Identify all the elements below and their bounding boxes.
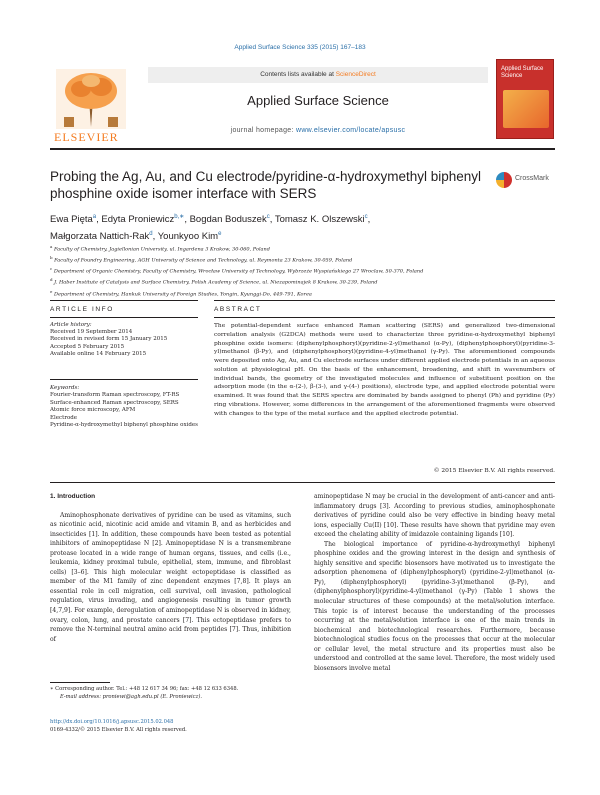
keyword-item: Atomic force microscopy, AFM [50,407,136,414]
author-affiliation-marker[interactable]: d [149,231,153,238]
authors-line-2: Małgorzata Nattich-Rak$^d$, Younkyoo Kim$^e$ [50,231,222,243]
abstract-copyright: © 2015 Elsevier B.V. All rights reserved. [433,468,555,474]
keyword-item: Pyridine-α-hydroxymethyl biphenyl phosphine oxides [50,422,198,429]
info-rule-top [50,300,198,301]
keywords-rule [50,379,198,380]
citation-line[interactable]: Applied Surface Science 335 (2015) 167–183 [234,44,366,51]
history-item: Accepted 5 February 2015 [50,343,125,350]
crossmark-badge[interactable] [496,172,556,188]
keywords [50,385,198,429]
publication-info [50,718,290,734]
contents-prefix: Contents lists available at [260,71,336,78]
authors-line-1: Ewa Pięta$^a$, Edyta Proniewicz$^{b,∗}$, Bogdan Boduszek$^c$, Tomasz K. Olszewski$^c$, [50,214,371,226]
affiliation-item [50,265,555,276]
article-title: Probing the Ag, Au, and Cu electrode/pyridine-α-hydroxymethyl biphenyl phosphine oxide isomer interface with SERS [50,169,482,201]
journal-cover [496,59,554,139]
affiliation-marker: a [50,244,53,249]
affiliation-marker: e [50,288,53,294]
corresponding-author: ∗ Corresponding author. Tel.: +48 12 617 34 96; fax: +48 12 633 6348. [50,686,239,692]
keyword-item: Electrode [50,414,78,421]
homepage-prefix: journal homepage: [230,127,296,134]
contents-bar [148,67,488,83]
author-name[interactable]: Younkyoo Kim [157,231,219,243]
author-name[interactable]: Ewa Pięta [50,214,93,226]
abstract-rule-top [214,300,555,301]
email-address[interactable]: E-mail address: proniewi@agh.edu.pl (E. Proniewicz). [60,693,202,700]
introduction-heading: 1. Introduction [50,493,96,500]
affiliations [50,243,555,299]
affiliation-text: Faculty of Chemistry, Jagiellonian University, ul. Ingardena 3 Krakow, 30-060, Poland [52,246,270,253]
body-paragraph: aminopeptidase N may be crucial in the development of anti-cancer and anti-inflammatory drugs [3]. According to previous studies, aminophosphonate derivatives of pyridine could also be very effective in binding heavy metal ions, especially Cu(II) [10]. These results have shown that pyridine may even exceed the chelating ability of imidazole containing ligands [10]. [314,493,555,539]
author-affiliation-marker[interactable]: c [364,214,368,220]
issn-line: 0169-4332/© 2015 Elsevier B.V. All rights reserved. [50,727,187,733]
affiliation-item [50,276,555,287]
abstract-heading: ABSTRACT [214,306,262,313]
affiliation-item [50,254,555,265]
affiliation-item [50,243,555,254]
footnote-rule [50,682,110,683]
crossmark-label: CrossMark [515,175,549,182]
footnote [50,686,290,701]
homepage-link[interactable]: www.elsevier.com/locate/apsusc [295,127,406,134]
crossmark-icon [496,172,512,188]
history-item: Available online 14 February 2015 [50,350,147,357]
keyword-item: Surface-enhanced Raman spectroscopy, SERS [50,399,179,406]
author-name[interactable]: Bogdan Boduszek [189,214,267,226]
header-rule [50,148,555,150]
publisher-name: ELSEVIER [54,130,119,144]
abstract-text: The potential-dependent surface enhanced Raman scattering (SERS) and generalized two-dimensional correlation analysis (G2DCA) methods were used to characterize three pyridine-α-hydroxymethyl biphenyl phosphine oxide isomers: (diphenylphosphoryl)(pyridine-2-yl)methanol (α-Py), (diphenylphosphoryl)(pyridine-3-yl)methanol (β-Py), and (diphenylphosphoryl)(pyridine-4-yl)methanol (γ-Py). The aforementioned compounds were deposited onto Ag, Au, and Cu electrode surfaces under different applied electrode potentials in an aqueous solution at physiological pH. On the basis of the enhancement, broadening, and shift in wavenumbers of individual bands, the geometry of the investigated molecules and influence of substituent position on the adsorption mode (in the α-(2-), β-(3-), and γ-(4-) positions), electrode type, and applied electrode potential were examined. It was found that the SERS spectra are dominated by bands assigned to phenyl (Ph) and pyridine (Py) ring vibrations. However, some differences in the arrangement of the aforementioned fragments were observed with changes to the type of the metal surface and the applied electrode potential. [214,323,555,417]
affiliation-marker: d [50,277,53,283]
author-name[interactable]: Tomasz K. Olszewski [274,214,365,226]
info-rule-mid [50,317,198,318]
cover-title: Applied Surface Science [501,66,544,79]
body-paragraph: The biological importance of pyridine-α-hydroxymethyl biphenyl phosphine oxides and the growing interest in the design and synthesis of highly sensitive and specific biosensors have motivated us to investigate the adsorption phenomena of (diphenylphosphoryl) (pyridine-2-yl)methanol (α-Py), (diphenylphosphoryl) (pyridine-3-yl)methanol (β-Py), and (diphenylphosphoryl)(pyridine-4-yl)methanol (γ-Py) (Table 1 shows the molecular structures of these compounds) at the metal/solution interface. This topic is of interest because the understanding of the processes occurring at the metal/solution interface is one of the main trends in biochemical and biotechnological researches. Furthermore, because biotechnological studies focus on the processes that occur at the molecular or cellular level, the metal structure and its properties must also be understood and controlled at the same level. Therefore, the most widely used biosensors involve metal [314,540,555,672]
masthead [148,67,488,145]
affiliation-text: Faculty of Foundry Engineering, AGH University of Science and Technology, ul. Reymonta 23 Krakow, 30-059, Poland [52,257,353,264]
affiliation-marker: c [50,266,53,272]
abstract-rule-bottom [50,482,555,483]
affiliation-text: Department of Chemistry, Hankuk University of Foreign Studies, Yongin, Kyunggi-Do, 449-791, Korea [52,291,312,298]
doi-link[interactable]: http://dx.doi.org/10.1016/j.apsusc.2015.02.048 [50,719,174,725]
article-info-heading: ARTICLE INFO [50,306,114,313]
affiliation-item [50,288,555,299]
history-label: Article history: [50,322,92,328]
author-affiliation-marker[interactable]: a [92,214,97,220]
author-name[interactable]: Małgorzata Nattich-Rak [50,231,150,243]
keywords-label: Keywords: [50,385,80,391]
author-affiliation-marker[interactable]: b,∗ [174,214,185,220]
journal-name: Applied Surface Science [247,93,389,108]
elsevier-tree-icon [56,69,126,129]
body-left-column [50,492,291,644]
author-list [50,210,555,244]
affiliation-marker: b [50,255,53,261]
history-item: Received 19 September 2014 [50,329,133,336]
abstract-rule-mid [214,317,555,318]
keyword-item: Fourier-transform Raman spectroscopy, FT-RS [50,392,180,399]
body-right-column [314,492,555,673]
sciencedirect-link[interactable]: ScienceDirect [335,71,376,78]
history-item: Received in revised form 15 January 2015 [50,336,168,343]
journal-header [50,55,555,145]
body-paragraph: Aminophosphonate derivatives of pyridine can be used as vitamins, such as nicotinic acid, nicotinic acid amide and vitamin B, and as herbicides and insecticides [1]. In addition, these compounds have been tested as potential inhibitors of aminopeptidase N [2]. Aminopeptidase N is a transmembrane protease located in a wide range of human organs, tissues, and cells (i.e., leukemia, kidney proximal tubule, epithelial, stem, immune, and fibroblast cells) [3–6]. This high molecular weight ectopeptidase is classified as member of the M1 family of zinc dependent enzymes [7,8]. It plays an essential role in cell migration, cell survival, cell invasion, pathological regulation, virus invading, and angiogenesis resulting in tumor growth [4,7,9]. For example, deregulation of aminopeptidase N is observed in kidney, ovary, colon, lung, and prostate cancers [7]. This ectopeptidase prefers to remove the N-terminal neutral amino acid from peptides [7]. Thus, inhibition of [50,511,291,643]
author-name[interactable]: Edyta Proniewicz [101,214,175,226]
author-affiliation-marker[interactable]: c [266,214,270,220]
author-affiliation-marker[interactable]: e [218,231,222,238]
article-history [50,322,198,358]
journal-homepage [148,127,488,134]
affiliation-text: J. Haber Institute of Catalysis and Surface Chemistry, Polish Academy of Science, ul. Niezapominajek 8 Krakow, 30-239, Poland [52,280,378,287]
publisher-logo [50,67,140,145]
cover-image [503,90,549,128]
affiliation-text: Department of Organic Chemistry, Faculty of Chemistry, Wrocław University of Technology, Wybrzeże Wyspiańskiego 27 Wroclaw, 50-370, Poland [52,268,424,275]
